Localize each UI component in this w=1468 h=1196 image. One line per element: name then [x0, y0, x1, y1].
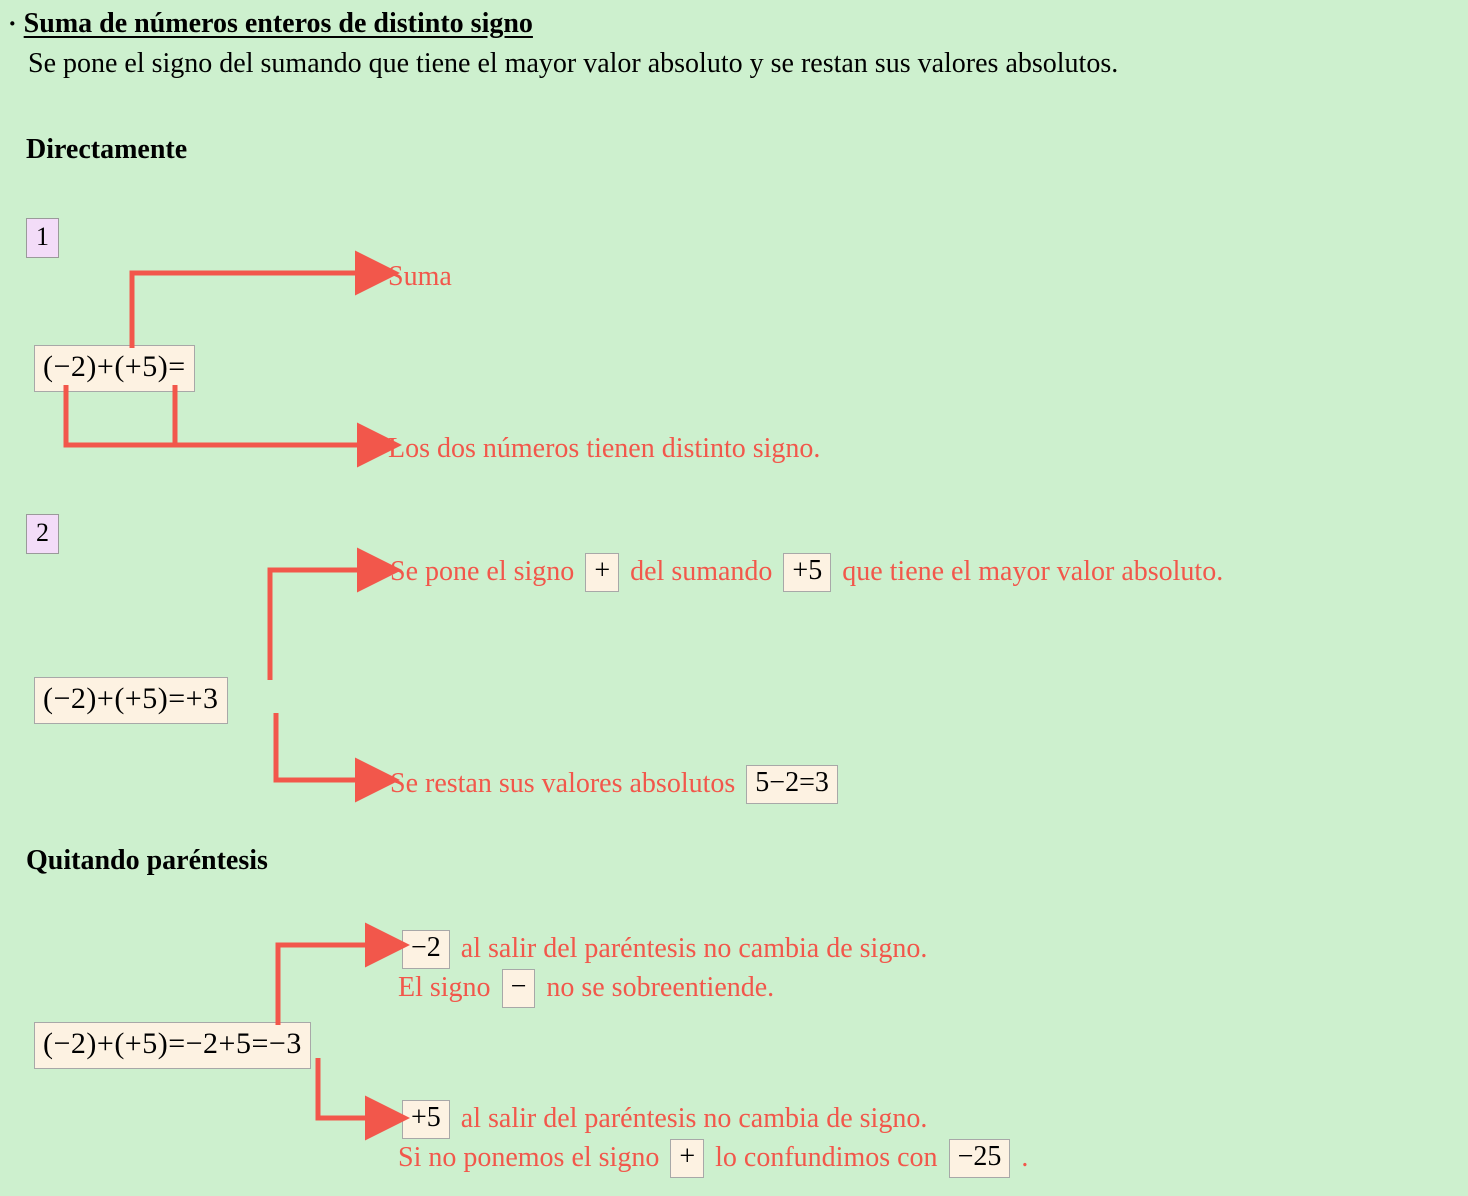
- annotation-se-pone-el-signo: [390, 553, 1400, 592]
- step-number-1: 1: [26, 218, 59, 258]
- annotation-mas5-text-4: .: [1021, 1141, 1029, 1173]
- annotation-signo-text-1: Se pone el signo: [390, 556, 575, 587]
- step-number-2: 2: [26, 514, 59, 554]
- annotation-mas5-text-2: Si no ponemos el signo: [398, 1141, 660, 1173]
- inline-box-plus-sign-2: +: [670, 1139, 704, 1178]
- section-heading-directamente: Directamente: [26, 134, 188, 165]
- arrow-to-suma: [132, 273, 360, 348]
- expression-2: (−2)+(+5)=+3: [34, 677, 228, 724]
- annotation-mas-cinco: [398, 1100, 1428, 1178]
- inline-box-minus-sign: −: [502, 969, 536, 1008]
- annotation-se-restan-valores-absolutos: [390, 765, 842, 804]
- annotation-mas5-text-1: al salir del paréntesis no cambia de signo.: [460, 1103, 928, 1134]
- annotation-menos-dos: [398, 930, 1428, 1008]
- intro-paragraph: Se pone el signo del sumando que tiene el mayor valor absoluto y se restan sus valores absolutos.: [28, 48, 1119, 79]
- annotation-mas5-text-3: lo confundimos con: [715, 1141, 938, 1173]
- page-heading: [8, 8, 533, 40]
- annotation-menos2-text-3: no se sobreentiende.: [546, 971, 775, 1003]
- arrow-to-menos-dos: [278, 945, 370, 1025]
- arrow-to-mas-cinco: [318, 1058, 370, 1118]
- inline-box-plus-five-2: +5: [402, 1100, 450, 1139]
- annotation-distinto-signo: Los dos números tienen distinto signo.: [388, 433, 821, 464]
- annotation-menos2-text-1: al salir del paréntesis no cambia de signo.: [460, 933, 928, 964]
- annotation-signo-text-2: del sumando: [630, 556, 773, 587]
- section-heading-quitando-parentesis: Quitando paréntesis: [26, 845, 268, 876]
- expression-3: (−2)+(+5)=−2+5=−3: [34, 1022, 311, 1069]
- bullet-marker: ·: [8, 9, 17, 38]
- inline-box-minus-twentyfive: −25: [949, 1139, 1011, 1178]
- expression-1: (−2)+(+5)=: [34, 345, 195, 392]
- inline-box-plus-five: +5: [783, 553, 831, 592]
- inline-box-minus-two: −2: [402, 930, 450, 969]
- annotation-menos2-text-2: El signo: [398, 971, 491, 1003]
- page-title: Suma de números enteros de distinto signo: [23, 8, 533, 39]
- annotation-restan-text: Se restan sus valores absolutos: [390, 768, 736, 799]
- arrow-to-se-pone-el-signo: [270, 570, 362, 680]
- annotation-suma: Suma: [388, 261, 452, 292]
- inline-box-subtraction: 5−2=3: [746, 765, 838, 804]
- arrow-to-se-restan: [276, 713, 360, 780]
- arrow-to-distinto-signo: [66, 385, 362, 445]
- inline-box-plus-sign: +: [585, 553, 619, 592]
- annotation-signo-text-3: que tiene el mayor valor absoluto.: [842, 556, 1224, 587]
